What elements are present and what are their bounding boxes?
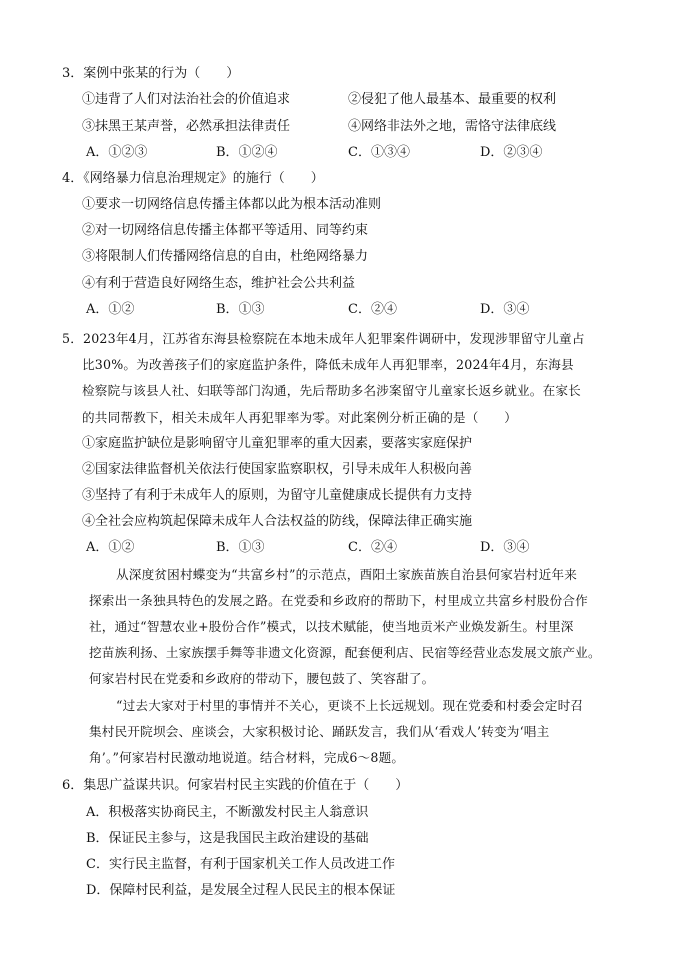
question-6-choice-a: A．积极落实协商民主，不断激发村民主人翁意识 <box>86 805 369 820</box>
material-para-1-line-1: 从深度贫困村蝶变为“共富乡村”的示范点，酉阳土家族苗族自治县何家岩村近年来 <box>116 567 578 582</box>
question-5-item-3: ③坚持了有利于未成年人的原则，为留守儿童健康成长提供有力支持 <box>82 488 473 503</box>
question-5-option-c: C．②④ <box>348 540 397 555</box>
question-5-item-4: ④全社会应构筑起保障未成年人合法权益的防线，保障法律正确实施 <box>82 514 473 529</box>
question-3-option-c: C．①③④ <box>348 145 410 160</box>
question-5-stem-line-2: 比30%。为改善孩子们的家庭监护条件，降低未成年人再犯罪率，2024年4月，东海县 <box>82 357 574 372</box>
material-para-2-line-2: 集村民开院坝会、座谈会，大家积极讨论、踊跃发言，我们从‘看戏人’转变为‘唱主 <box>89 724 550 739</box>
question-4-option-a: A．①② <box>86 302 135 317</box>
question-4-option-c: C．②④ <box>348 302 397 317</box>
question-3-stem: 3．案例中张某的行为（ ） <box>62 66 240 81</box>
question-4-stem: 4．《网络暴力信息治理规定》的施行（ ） <box>62 171 324 186</box>
question-4-option-b: B．①③ <box>216 302 265 317</box>
question-5-option-a: A．①② <box>86 540 135 555</box>
question-5-stem-line-4: 的共同帮教下，相关未成年人再犯罪率为零。对此案例分析正确的是（ ） <box>82 410 517 425</box>
question-3-option-a: A．①②③ <box>86 145 148 160</box>
question-5-option-b: B．①③ <box>216 540 265 555</box>
question-3-option-d: D．②③④ <box>480 145 543 160</box>
question-5-option-d: D．③④ <box>480 540 530 555</box>
question-6-choice-b: B．保证民主参与，这是我国民主政治建设的基础 <box>86 831 369 846</box>
question-4-item-2: ②对一切网络信息传播主体都平等适用、同等约束 <box>82 223 369 238</box>
question-3-item-3: ③抹黑王某声誉，必然承担法律责任 <box>82 119 291 134</box>
question-5-stem-line-1: 5．2023年4月，江苏省东海县检察院在本地未成年人犯罪案件调研中，发现涉罪留守儿童占 <box>62 331 585 346</box>
question-4-item-1: ①要求一切网络信息传播主体都以此为根本活动准则 <box>82 197 382 212</box>
material-para-2-line-1: “过去大家对于村里的事情并不关心，更谈不上长远规划。现在党委和村委会定时召 <box>116 698 584 713</box>
question-3-item-2: ②侵犯了他人最基本、最重要的权利 <box>348 92 557 107</box>
material-para-1-line-4: 挖苗族利扬、土家族摆手舞等非遗文化资源，配套便利店、民宿等经营业态发展文旅产业。 <box>89 645 601 660</box>
question-3-item-1: ①违背了人们对法治社会的价值追求 <box>82 92 291 107</box>
question-5-item-2: ②国家法律监督机关依法行使国家监察职权，引导未成年人积极向善 <box>82 462 473 477</box>
question-6-choice-d: D．保障村民利益，是发展全过程人民民主的根本保证 <box>86 883 396 898</box>
question-4-item-3: ③将限制人们传播网络信息的自由，杜绝网络暴力 <box>82 249 369 264</box>
question-5-item-1: ①家庭监护缺位是影响留守儿童犯罪率的重大因素，要落实家庭保护 <box>82 436 473 451</box>
material-para-1-line-2: 探索出一条独具特色的发展之路。在党委和乡政府的帮助下，村里成立共富乡村股份合作 <box>89 593 588 608</box>
question-6-stem: 6．集思广益谋共识。何家岩村民主实践的价值在于（ ） <box>62 778 409 793</box>
question-6-choice-c: C．实行民主监督，有利于国家机关工作人员改进工作 <box>86 857 395 872</box>
material-para-1-line-5: 何家岩村民在党委和乡政府的带动下，腰包鼓了、笑容甜了。 <box>89 671 435 686</box>
material-para-2-line-3: 角’。”何家岩村民激动地说道。结合材料，完成6～8题。 <box>89 750 405 765</box>
question-3-item-4: ④网络非法外之地，需恪守法律底线 <box>348 119 557 134</box>
material-para-1-line-3: 社，通过“智慧农业+股份合作”模式，以技术赋能，使当地贡米产业焕发新生。村里深 <box>89 619 574 634</box>
question-5-stem-line-3: 检察院与该县人社、妇联等部门沟通，先后帮助多名涉案留守儿童家长返乡就业。在家长 <box>82 383 581 398</box>
question-4-item-4: ④有利于营造良好网络生态，维护社会公共利益 <box>82 276 356 291</box>
question-3-option-b: B．①②④ <box>216 145 278 160</box>
question-4-option-d: D．③④ <box>480 302 530 317</box>
